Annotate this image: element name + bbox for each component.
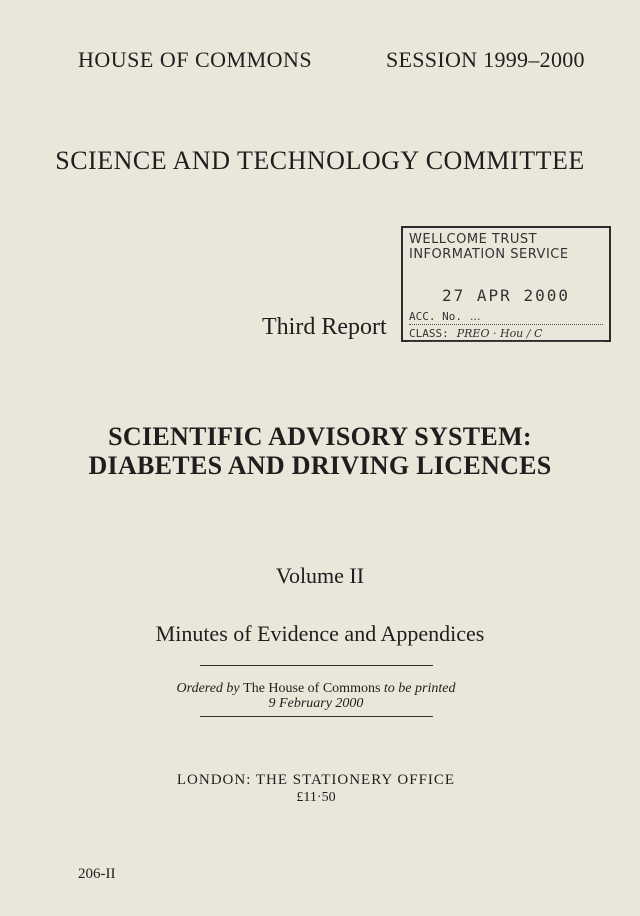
ordered-suffix: to be printed	[383, 681, 456, 696]
title-line-2: DIABETES AND DRIVING LICENCES	[88, 451, 552, 480]
price: £11·50	[296, 790, 336, 805]
stamp-acc-value: ...	[469, 310, 481, 323]
house-of-commons-header: HOUSE OF COMMONS	[78, 47, 313, 72]
session-header: SESSION 1999–2000	[386, 47, 585, 72]
stamp-institution: WELLCOME TRUST INFORMATION SERVICE	[409, 232, 569, 262]
volume-label: Volume II	[275, 563, 365, 588]
stamp-class-value: PREO · Hou / C	[456, 327, 543, 340]
ordered-line	[0, 681, 632, 696]
library-stamp	[401, 226, 611, 342]
divider-top	[200, 665, 433, 666]
stamp-class-label: CLASS:	[409, 327, 449, 340]
stamp-acc-label: ACC. No.	[409, 310, 462, 323]
ordered-body: The House of Commons	[243, 681, 381, 696]
stamp-acc-number	[409, 310, 603, 325]
committee-name: SCIENCE AND TECHNOLOGY COMMITTEE	[55, 146, 585, 175]
divider-bottom	[200, 716, 433, 717]
ordered-printed-notice	[0, 681, 632, 711]
title-line-1: SCIENTIFIC ADVISORY SYSTEM:	[108, 422, 532, 451]
ordered-date: 9 February 2000	[268, 696, 364, 711]
stamp-class	[409, 327, 603, 342]
report-number: Third Report	[262, 314, 387, 340]
document-code: 206-II	[78, 866, 116, 882]
publisher: LONDON: THE STATIONERY OFFICE	[176, 772, 456, 788]
ordered-prefix: Ordered by	[176, 681, 240, 696]
stamp-date: 27 APR 2000	[442, 286, 570, 305]
document-subtitle: Minutes of Evidence and Appendices	[155, 621, 485, 646]
document-title	[0, 422, 640, 480]
